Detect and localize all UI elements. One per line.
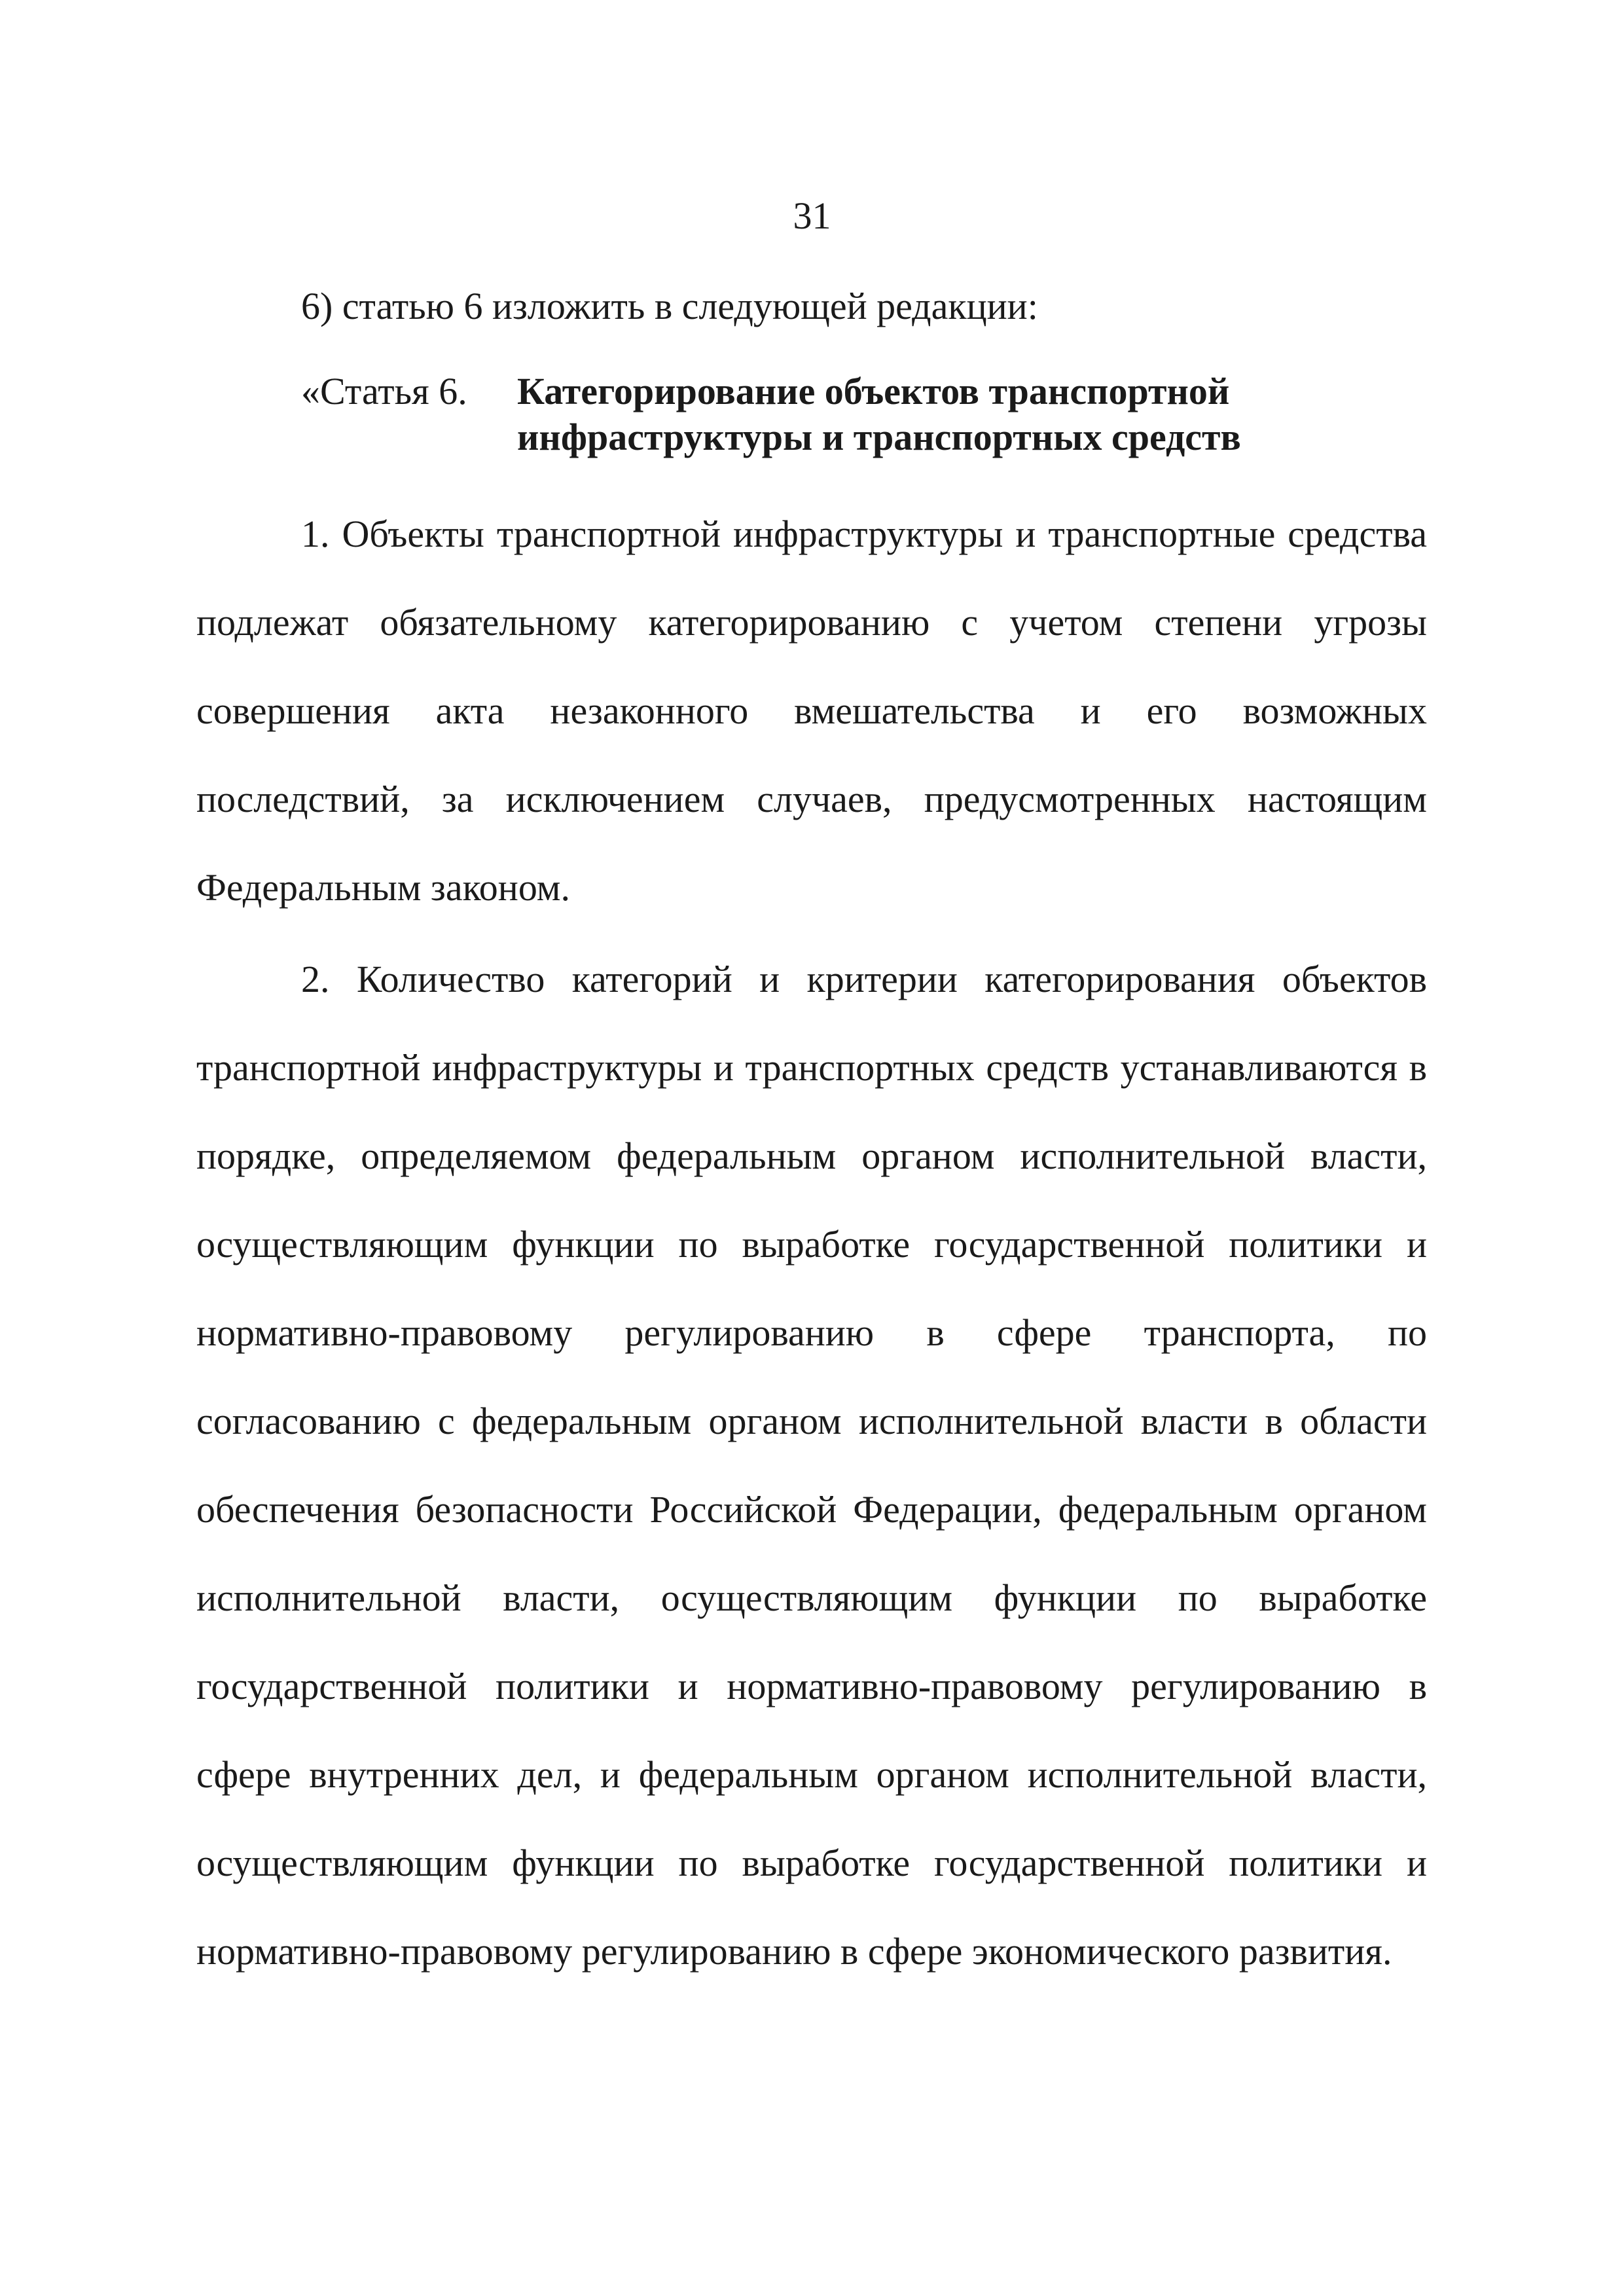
paragraph-2: 2. Количество категорий и критерии категорирования объектов транспортной инфраструктуры и транспортных средств устанавливаются в порядке, определяемом федеральным органом исполнительной власти, осуществляющим функции по выработке государственной политики и нормативно-правовому регулированию в сфере транспорта, по согласованию с федеральным органом исполнительной власти в области обеспечения безопасности Российской Федерации, федеральным органом исполнительной власти, осуществляющим функции по выработке государственной политики и нормативно-правовому регулированию в сфере внутренних дел, и федеральным органом исполнительной власти, осуществляющим функции по выработке государственной политики и нормативно-правовому регулированию в сфере экономического развития. (196, 958, 1427, 1973)
article-heading (301, 369, 1427, 460)
amendment-intro: 6) статью 6 изложить в следующей редакции: (301, 285, 1038, 327)
paragraph-1: 1. Объекты транспортной инфраструктуры и транспортные средства подлежат обязательному категорированию с учетом степени угрозы совершения акта незаконного вмешательства и его возможных последствий, за исключением случаев, предусмотренных настоящим Федеральным законом. (196, 513, 1427, 909)
article-title: Категорирование объектов транспортной инфраструктуры и транспортных средств (517, 370, 1241, 458)
page-number: 31 (793, 194, 831, 237)
article-label: «Статья 6. (301, 370, 467, 412)
